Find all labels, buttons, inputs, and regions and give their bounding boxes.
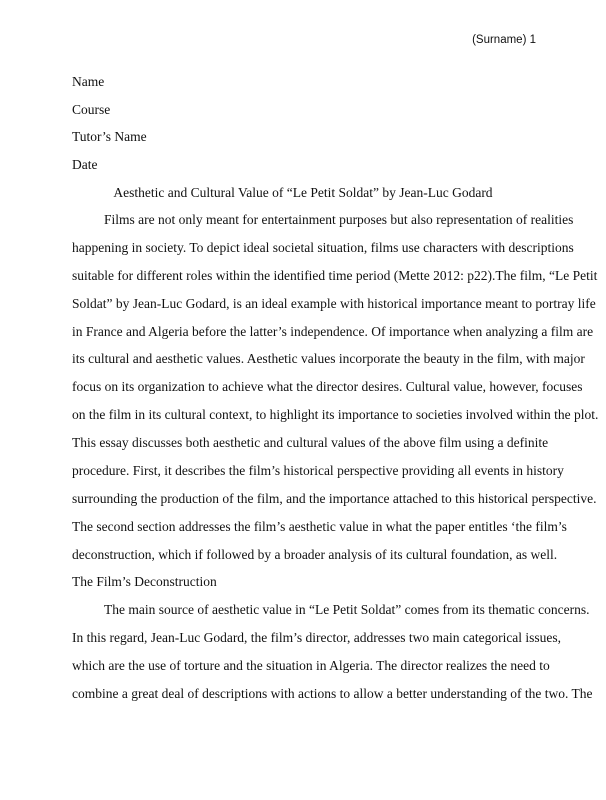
section-heading: The Film’s Deconstruction <box>72 574 217 589</box>
paragraph-1-line: its cultural and aesthetic values. Aesthetic values incorporate the beauty in the film, with major <box>72 351 585 366</box>
paragraph-1-last-line: deconstruction, which if followed by a broader analysis of its cultural foundation, as well. <box>72 547 558 562</box>
paragraph-1-line: Soldat” by Jean-Luc Godard, is an ideal example with historical importance meant to portray life <box>72 296 596 311</box>
paragraph-2-line: combine a great deal of descriptions with actions to allow a better understanding of the two. The <box>72 686 593 701</box>
paragraph-1-line: on the film in its cultural context, to highlight its importance to societies involved within the plot. <box>72 407 599 422</box>
essay-title: Aesthetic and Cultural Value of “Le Petit Soldat” by Jean-Luc Godard <box>113 185 493 200</box>
paragraph-1-line: This essay discusses both aesthetic and cultural values of the above film using a definite <box>72 435 549 450</box>
paragraph-1-line: procedure. First, it describes the film’s historical perspective providing all events in history <box>72 463 564 478</box>
paragraph-1-line: in France and Algeria before the latter’s independence. Of importance when analyzing a film are <box>72 324 594 339</box>
date-line: Date <box>72 157 98 172</box>
paragraph-2-line: The main source of aesthetic value in “Le Petit Soldat” comes from its thematic concerns. <box>104 602 590 617</box>
student-name: Name <box>72 74 105 89</box>
paragraph-2-line: which are the use of torture and the situation in Algeria. The director realizes the need to <box>72 658 550 673</box>
running-head: (Surname) 1 <box>472 34 536 46</box>
paragraph-2-line: In this regard, Jean-Luc Godard, the film’s director, addresses two main categorical issues, <box>72 630 562 645</box>
course-name: Course <box>72 102 111 117</box>
tutor-name: Tutor’s Name <box>72 129 147 144</box>
paragraph-1-line: Films are not only meant for entertainment purposes but also representation of realities <box>104 212 574 227</box>
paragraph-1-line: focus on its organization to achieve what the director desires. Cultural value, however, focuses <box>72 379 583 394</box>
paragraph-1-line: suitable for different roles within the identified time period (Mette 2012: p22).The film, “Le Petit <box>72 268 598 283</box>
paragraph-1-line: surrounding the production of the film, and the importance attached to this historical perspective. <box>72 491 597 506</box>
paragraph-1-line: The second section addresses the film’s aesthetic value in what the paper entitles ‘the film’s <box>72 519 567 534</box>
paragraph-1-line: happening in society. To depict ideal societal situation, films use characters with descriptions <box>72 240 574 255</box>
